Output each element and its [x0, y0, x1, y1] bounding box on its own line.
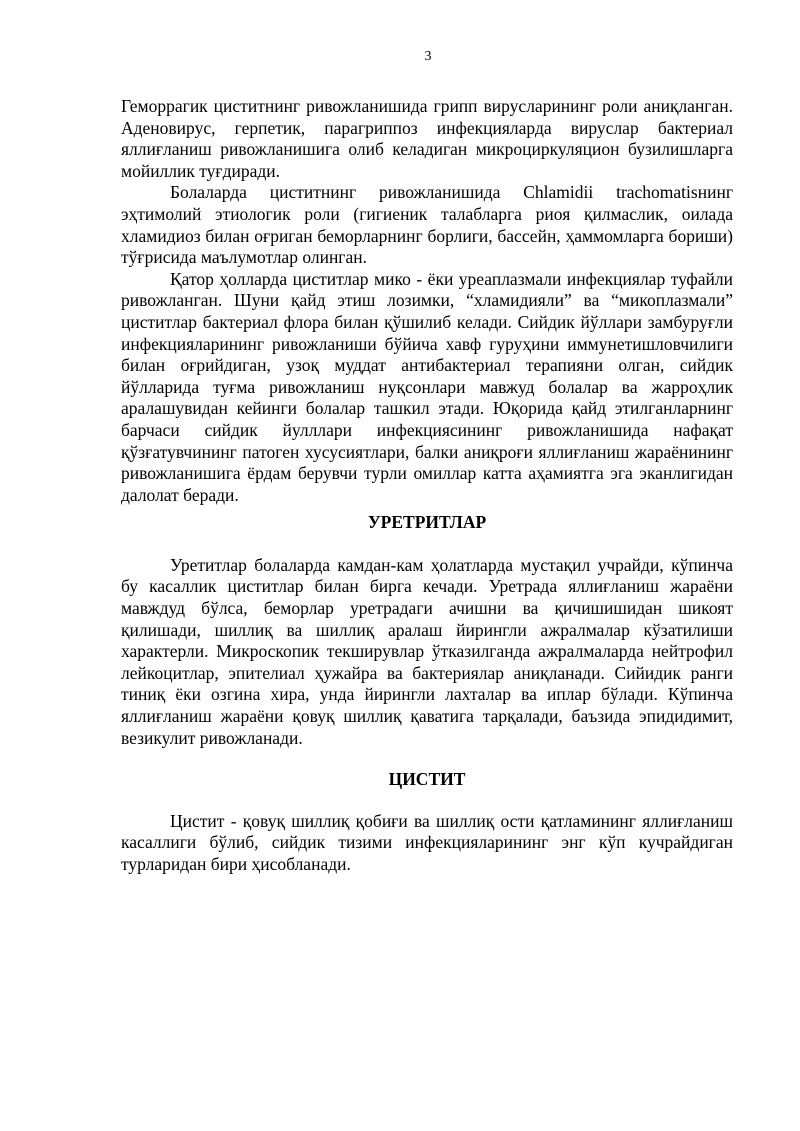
paragraph: Цистит - қовуқ шиллиқ қобиғи ва шиллиқ ости қатламининг яллиғланиш касаллиги бўлиб, сийдик тизими инфекцияларининг энг кўп кучрайдиган турларидан бири ҳисобланади.: [121, 810, 733, 874]
paragraph: Болаларда циститнинг ривожланишида Chlamidii trachomatisнинг эҳтимолий этиологик роли (гигиеник талабларга риоя қилмаслик, оилада хламидиоз билан оғриган беморларнинг борлиги, бассейн, ҳаммомларга бориши) тўғрисида маълумотлар олинган.: [121, 182, 733, 268]
paragraph: Геморрагик циститнинг ривожланишида грипп вирусларининг роли аниқланган. Аденовирус, герпетик, парагриппоз инфекцияларда вируслар бактериал яллиғланиш ривожланишига олиб келадиган микроциркуляцион бузилишларга мойиллик туғдиради.: [121, 96, 733, 181]
section-heading-cystitis: ЦИСТИТ: [388, 769, 466, 790]
page-number: 3: [424, 49, 432, 64]
section-heading-urethritis: УРЕТРИТЛАР: [367, 512, 487, 533]
paragraph: Уретитлар болаларда камдан-кам ҳолатларда мустақил учрайди, кўпинча бу касаллик циститлар билан бирга кечади. Уретрада яллиғланиш жараёни мавждуд бўлса, беморлар уретрадаги ачишни ва қичишишидан шикоят қилишади, шиллиқ ва шиллиқ аралаш йирингли ажралмалар кўзатилиши характерли. Микроскопик текширувлар ўтказилганда ажралмаларда нейтрофил лейкоцитлар, эпителиал ҳужайра ва бактериялар аниқланади. Сийидик ранги тиниқ ёки озгина хира, унда йирингли лахталар ва иплар бўлади. Кўпинча яллиғланиш жараёни қовуқ шиллиқ қаватига тарқалади, баъзида эпидидимит, везикулит ривожланади.: [121, 554, 733, 748]
document-body: [121, 96, 733, 876]
paragraph: Қатор ҳолларда циститлар мико - ёки уреаплазмали инфекциялар туфайли ривожланган. Шуни қайд этиш лозимки, “хламидияли” ва “микоплазмали” циститлар бактериал флора билан қўшилиб келади. Сийдик йўллари замбуруғли инфекцияларининг ривожланиши бўйича хавф гуруҳини иммунетишловчилиги билан оғрийдиган, узоқ муддат антибактериал терапияни олган, сийдик йўлларида туғма ривожланиш нуқсонлари мавжуд болалар ва жарроҳлик аралашувидан кейинги болалар ташкил этади. Юқорида қайд этилганларнинг барчаси сийдик йулллари инфекциясининг ривожланишида нафақат қўзғатувчининг патоген хусусиятлари, балки аниқроғи яллиғланиш жараёнининг ривожланишига ёрдам берувчи турли омиллар катта аҳамиятга эга эканлигидан далолат беради.: [121, 268, 733, 505]
